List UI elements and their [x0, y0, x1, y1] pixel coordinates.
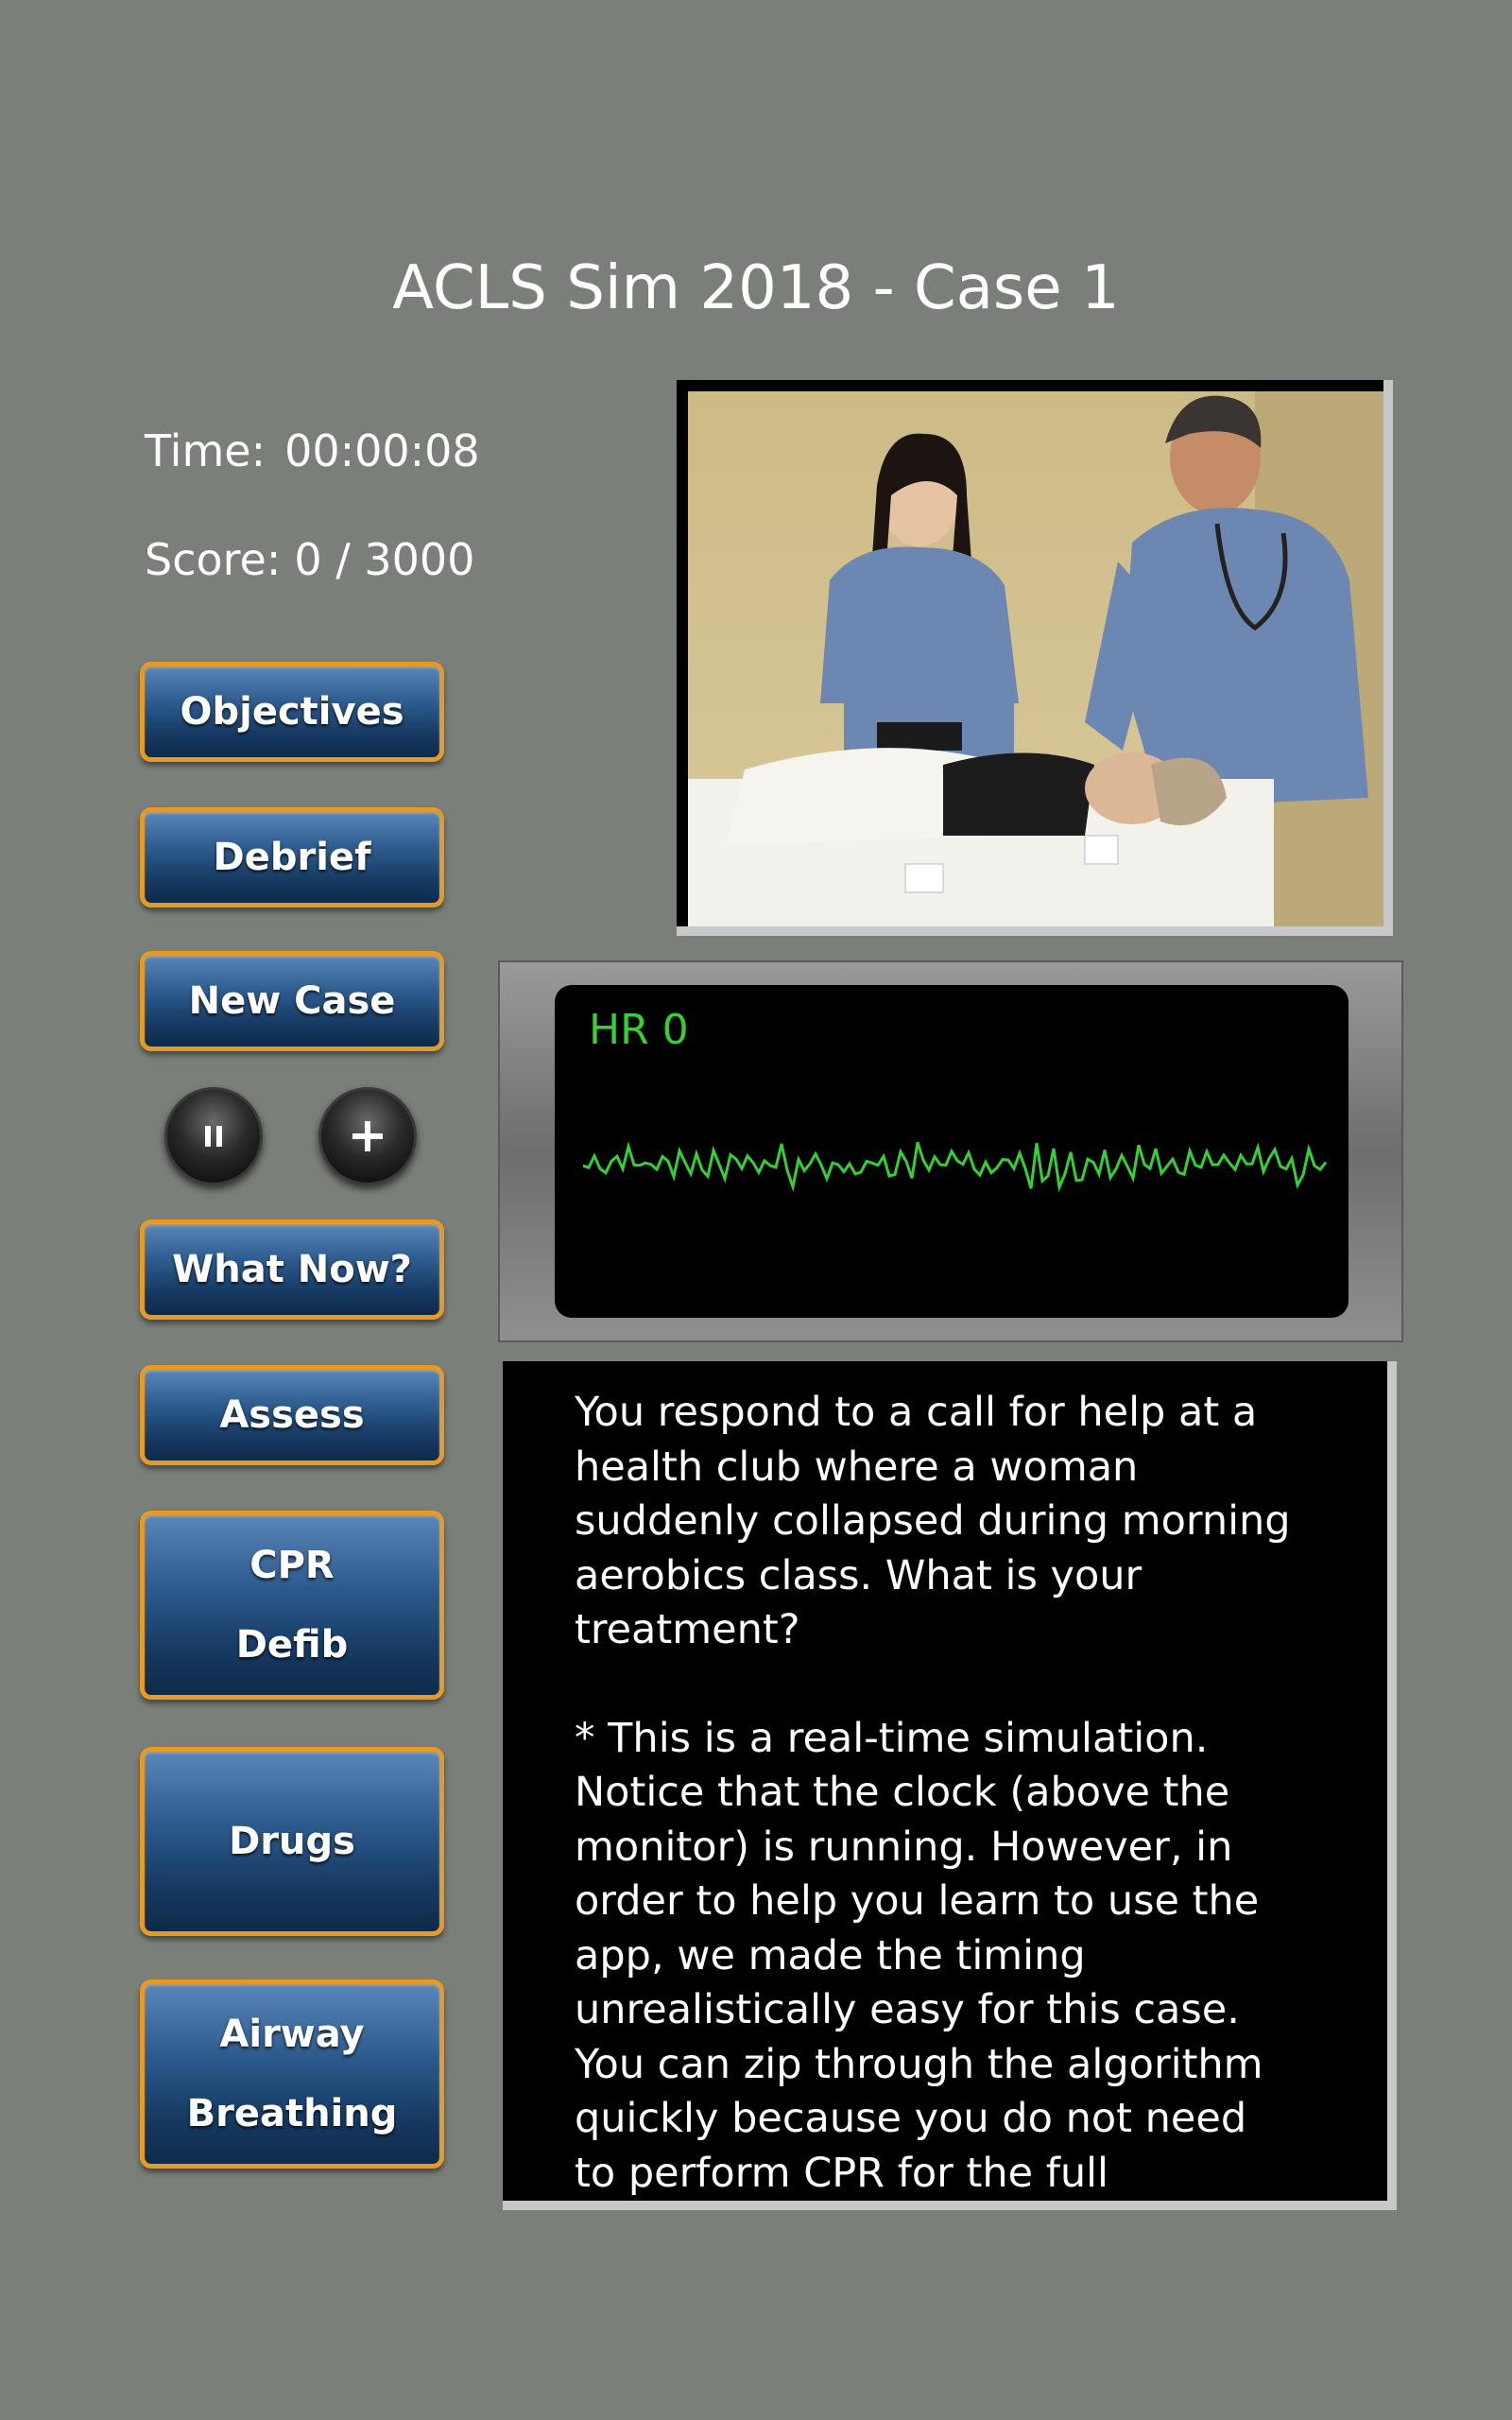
drugs-label: Drugs [229, 1820, 355, 1863]
drugs-button[interactable] [140, 1747, 444, 1936]
score-label: Score: [145, 534, 282, 585]
score-value: 0 / 3000 [294, 534, 475, 585]
objectives-button[interactable] [140, 662, 444, 762]
scene-illustration [688, 391, 1383, 926]
cpr-defib-button[interactable] [140, 1511, 444, 1700]
pause-icon [205, 1126, 222, 1147]
scene-photo-frame [677, 380, 1393, 936]
score-readout [145, 534, 474, 585]
new-case-label: New Case [188, 979, 396, 1023]
what-now-label: What Now? [172, 1248, 412, 1291]
ecg-monitor [498, 960, 1403, 1342]
plus-icon [349, 1117, 387, 1155]
time-value: 00:00:08 [284, 425, 480, 476]
scenario-text-panel[interactable] [503, 1361, 1397, 2210]
add-button[interactable] [318, 1087, 417, 1185]
time-label: Time: [145, 425, 266, 476]
assess-button[interactable] [140, 1365, 444, 1465]
debrief-button[interactable] [140, 807, 444, 908]
scenario-paragraph-1: You respond to a call for help at a health club where a woman suddenly collapsed during morning aerobics class. What is your treatment? [575, 1389, 1291, 1653]
what-now-button[interactable] [140, 1219, 444, 1320]
monitor-screen [555, 985, 1349, 1318]
scenario-paragraph-2: * This is a real-time simulation. Notice that the clock (above the monitor) is running. However, in order to help you learn to use the app, we made the timing unrealistically easy for this case. You can zip through the algorithm quickly because you do not need to perform CPR for the full [575, 1714, 1263, 2197]
airway-label: Airway [219, 2013, 365, 2056]
pause-button[interactable] [164, 1087, 263, 1185]
scene-photo [688, 391, 1383, 926]
heart-rate-label: HR 0 [589, 1006, 689, 1054]
page-title: ACLS Sim 2018 - Case 1 [392, 253, 1120, 323]
ecg-trace [583, 1127, 1330, 1202]
new-case-button[interactable] [140, 951, 444, 1051]
airway-breathing-button[interactable] [140, 1979, 444, 2169]
objectives-label: Objectives [180, 690, 404, 734]
cpr-label: CPR [249, 1544, 335, 1587]
assess-label: Assess [219, 1393, 365, 1437]
time-readout [145, 425, 480, 476]
breathing-label: Breathing [186, 2092, 398, 2135]
debrief-label: Debrief [213, 836, 371, 879]
defib-label: Defib [235, 1623, 349, 1667]
